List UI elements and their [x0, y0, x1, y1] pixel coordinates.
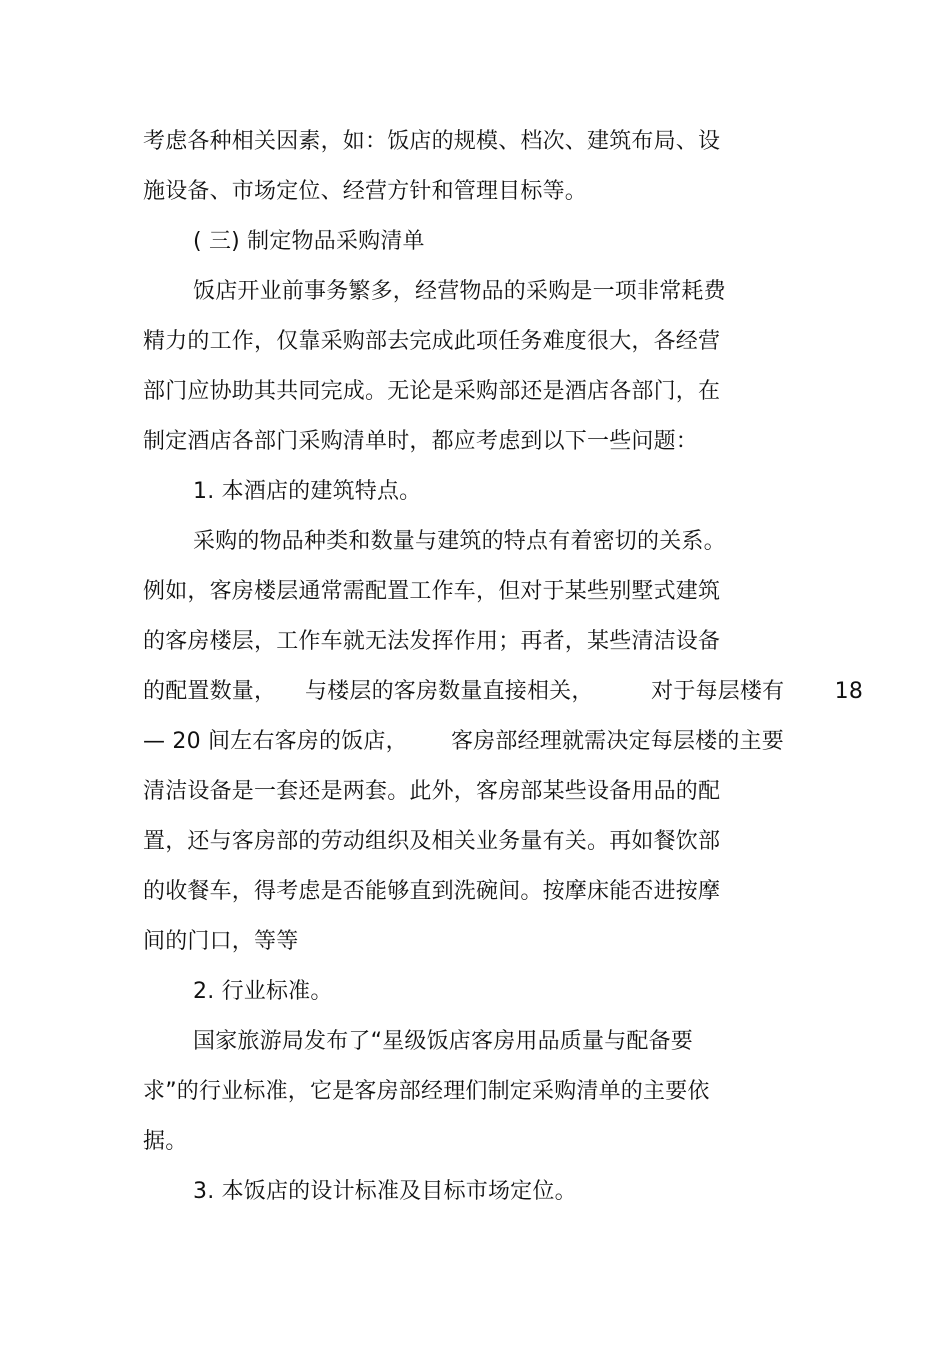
list-item-heading: 1. 本酒店的建筑特点。 — [193, 479, 422, 504]
text-line: 的客房楼层，工作车就无法发挥作用；再者，某些清洁设备 — [143, 629, 721, 654]
list-item-heading: 3. 本饭店的设计标准及目标市场定位。 — [193, 1179, 577, 1204]
text-line: 饭店开业前事务繁多，经营物品的采购是一项非常耗费 — [193, 279, 726, 304]
text-line: 置，还与客房部的劳动组织及相关业务量有关。再如餐饮部 — [143, 829, 721, 854]
section-heading: ( 三) 制定物品采购清单 — [193, 229, 425, 254]
list-item-heading: 2. 行业标准。 — [193, 979, 333, 1004]
text-line: 精力的工作，仅靠采购部去完成此项任务难度很大，各经营 — [143, 329, 721, 354]
text-line: 制定酒店各部门采购清单时，都应考虑到以下一些问题： — [143, 429, 699, 454]
text-line: 的配置数量， 与楼层的客房数量直接相关， 对于每层楼有 18 — [143, 679, 864, 704]
text-line: — 20 间左右客房的饭店， 客房部经理就需决定每层楼的主要 — [143, 729, 784, 754]
text-line: 的收餐车，得考虑是否能够直到洗碗间。按摩床能否进按摩 — [143, 879, 721, 904]
text-line: 间的门口，等等 — [143, 929, 299, 954]
text-line: 采购的物品种类和数量与建筑的特点有着密切的关系。 — [193, 529, 726, 554]
text-line: 国家旅游局发布了“星级饭店客房用品质量与配备要 — [193, 1029, 693, 1054]
text-line: 清洁设备是一套还是两套。此外，客房部某些设备用品的配 — [143, 779, 721, 804]
text-line: 考虑各种相关因素，如：饭店的规模、档次、建筑布局、设 — [143, 129, 721, 154]
text-line: 例如，客房楼层通常需配置工作车，但对于某些别墅式建筑 — [143, 579, 721, 604]
text-line: 求”的行业标准，它是客房部经理们制定采购清单的主要依 — [143, 1079, 710, 1104]
text-line: 部门应协助其共同完成。无论是采购部还是酒店各部门，在 — [143, 379, 721, 404]
text-line: 施设备、市场定位、经营方针和管理目标等。 — [143, 179, 588, 204]
text-line: 据。 — [143, 1129, 188, 1154]
